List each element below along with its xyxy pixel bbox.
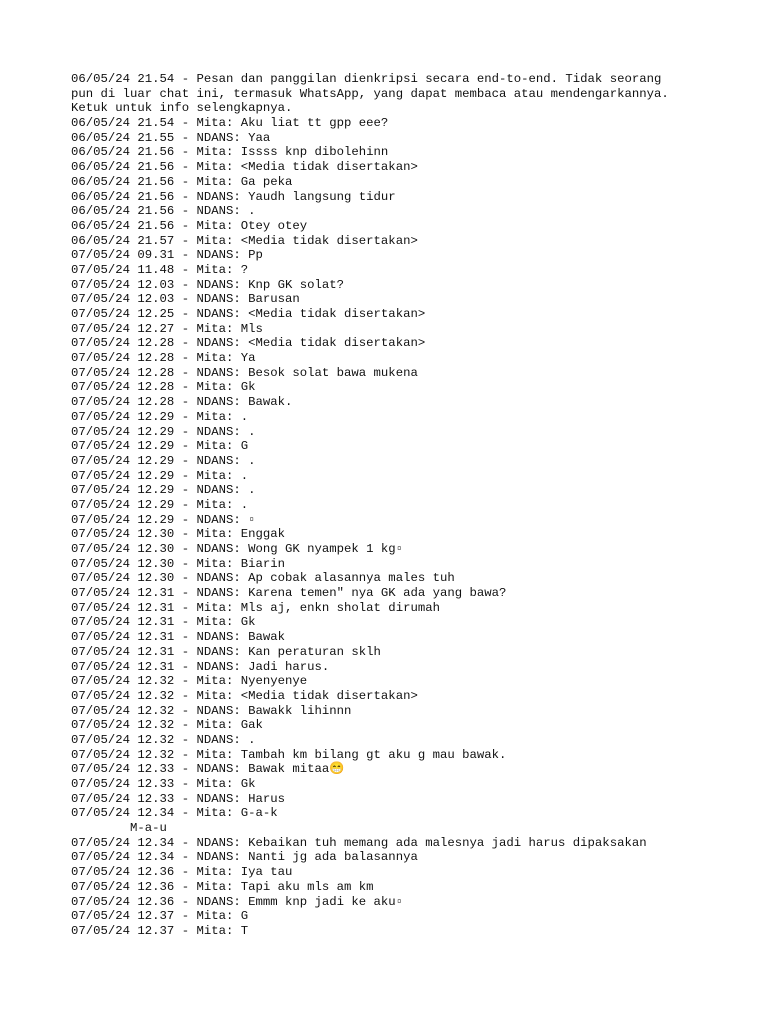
- chat-line: 07/05/24 12.34 - Mita: G-a-k: [71, 806, 278, 821]
- chat-line: 07/05/24 12.03 - NDANS: Barusan: [71, 292, 300, 307]
- chat-line: 07/05/24 12.29 - NDANS: .: [71, 483, 256, 498]
- chat-line: 07/05/24 12.29 - Mita: .: [71, 468, 249, 483]
- chat-line: 07/05/24 12.27 - Mita: Mls: [71, 321, 263, 336]
- chat-line: 06/05/24 21.56 - Mita: Issss knp dibolehinn: [71, 145, 389, 160]
- chat-line: 07/05/24 12.31 - NDANS: Kan peraturan sklh: [71, 644, 381, 659]
- chat-line: 07/05/24 12.37 - Mita: G: [71, 909, 249, 924]
- chat-line: 06/05/24 21.56 - Mita: <Media tidak disertakan>: [71, 160, 418, 175]
- chat-line: 07/05/24 12.25 - NDANS: <Media tidak disertakan>: [71, 307, 426, 321]
- chat-line: 06/05/24 21.56 - NDANS: .: [71, 204, 256, 219]
- chat-line: 07/05/24 12.29 - Mita: .: [71, 497, 249, 512]
- chat-line: 07/05/24 12.30 - NDANS: Ap cobak alasannya males tuh: [71, 571, 455, 586]
- chat-line: 07/05/24 12.33 - NDANS: Bawak mitaa😁: [71, 762, 345, 777]
- chat-line: 07/05/24 12.31 - NDANS: Bawak: [71, 630, 286, 645]
- chat-line: 07/05/24 12.32 - Mita: <Media tidak disertakan>: [71, 688, 418, 703]
- chat-line: 07/05/24 12.29 - NDANS: .: [71, 424, 256, 439]
- chat-line: 07/05/24 12.32 - Mita: Tambah km bilang gt aku g mau bawak.: [71, 747, 507, 762]
- chat-line: 07/05/24 12.34 - NDANS: Nanti jg ada balasannya: [71, 850, 418, 865]
- chat-line: 07/05/24 11.48 - Mita: ?: [71, 262, 249, 277]
- chat-line: 07/05/24 12.33 - NDANS: Harus: [71, 791, 286, 806]
- chat-line: 07/05/24 12.31 - Mita: Gk: [71, 615, 256, 630]
- chat-line: 07/05/24 12.36 - NDANS: Emmm knp jadi ke aku▫: [71, 894, 404, 909]
- chat-line: 07/05/24 12.34 - NDANS: Kebaikan tuh memang ada malesnya jadi harus dipaksakan: [71, 835, 647, 850]
- chat-line: 06/05/24 21.56 - Mita: Ga peka: [71, 174, 293, 189]
- chat-line: 07/05/24 12.30 - NDANS: Wong GK nyampek 1 kg▫: [71, 542, 404, 556]
- chat-line: 07/05/24 12.29 - Mita: G: [71, 439, 249, 454]
- chat-line: 06/05/24 21.56 - NDANS: Yaudh langsung tidur: [71, 189, 396, 204]
- chat-line: 07/05/24 12.32 - Mita: Gak: [71, 718, 263, 733]
- chat-line: 06/05/24 21.55 - NDANS: Yaa: [71, 130, 271, 145]
- chat-line: 07/05/24 12.32 - NDANS: Bawakk lihinnn: [71, 703, 352, 718]
- chat-line: 07/05/24 12.32 - Mita: Nyenyenye: [71, 674, 308, 689]
- chat-line: 07/05/24 12.29 - NDANS: ▫: [71, 512, 256, 527]
- chat-line: 07/05/24 12.33 - Mita: Gk: [71, 777, 256, 791]
- chat-line: 06/05/24 21.57 - Mita: <Media tidak disertakan>: [71, 233, 418, 248]
- chat-line: 07/05/24 12.29 - NDANS: .: [71, 453, 256, 468]
- chat-line: 06/05/24 21.56 - Mita: Otey otey: [71, 218, 308, 233]
- chat-line: 07/05/24 12.28 - Mita: Ya: [71, 351, 256, 366]
- chat-line: 07/05/24 12.31 - NDANS: Karena temen" nya GK ada yang bawa?: [71, 586, 507, 601]
- chat-line: 07/05/24 12.32 - NDANS: .: [71, 732, 256, 747]
- chat-line: M-a-u: [71, 821, 167, 836]
- chat-line: 07/05/24 12.28 - Mita: Gk: [71, 380, 256, 395]
- chat-line: 07/05/24 12.28 - NDANS: <Media tidak disertakan>: [71, 336, 426, 351]
- chat-line: 07/05/24 12.36 - Mita: Tapi aku mls am km: [71, 879, 374, 894]
- chat-line: 07/05/24 12.28 - NDANS: Bawak.: [71, 395, 293, 410]
- chat-line: 07/05/24 12.03 - NDANS: Knp GK solat?: [71, 277, 345, 292]
- chat-line: 06/05/24 21.54 - Pesan dan panggilan dienkripsi secara end-to-end. Tidak seorang: [71, 72, 662, 86]
- chat-line: 07/05/24 12.37 - Mita: T: [71, 923, 249, 938]
- chat-line: 07/05/24 09.31 - NDANS: Pp: [71, 248, 263, 263]
- chat-export-text: [71, 72, 711, 939]
- chat-line: 07/05/24 12.30 - Mita: Biarin: [71, 556, 286, 571]
- chat-line: 07/05/24 12.29 - Mita: .: [71, 409, 249, 424]
- chat-line: 07/05/24 12.36 - Mita: Iya tau: [71, 865, 293, 880]
- chat-line: 06/05/24 21.54 - Mita: Aku liat tt gpp eee?: [71, 116, 389, 131]
- chat-line: 07/05/24 12.31 - NDANS: Jadi harus.: [71, 659, 330, 674]
- chat-line: 07/05/24 12.28 - NDANS: Besok solat bawa mukena: [71, 365, 418, 380]
- chat-line: 07/05/24 12.31 - Mita: Mls aj, enkn sholat dirumah: [71, 600, 440, 615]
- chat-line: 07/05/24 12.30 - Mita: Enggak: [71, 527, 286, 542]
- chat-line: pun di luar chat ini, termasuk WhatsApp, yang dapat membaca atau mendengarkannya.: [71, 86, 669, 101]
- chat-line: Ketuk untuk info selengkapnya.: [71, 101, 293, 116]
